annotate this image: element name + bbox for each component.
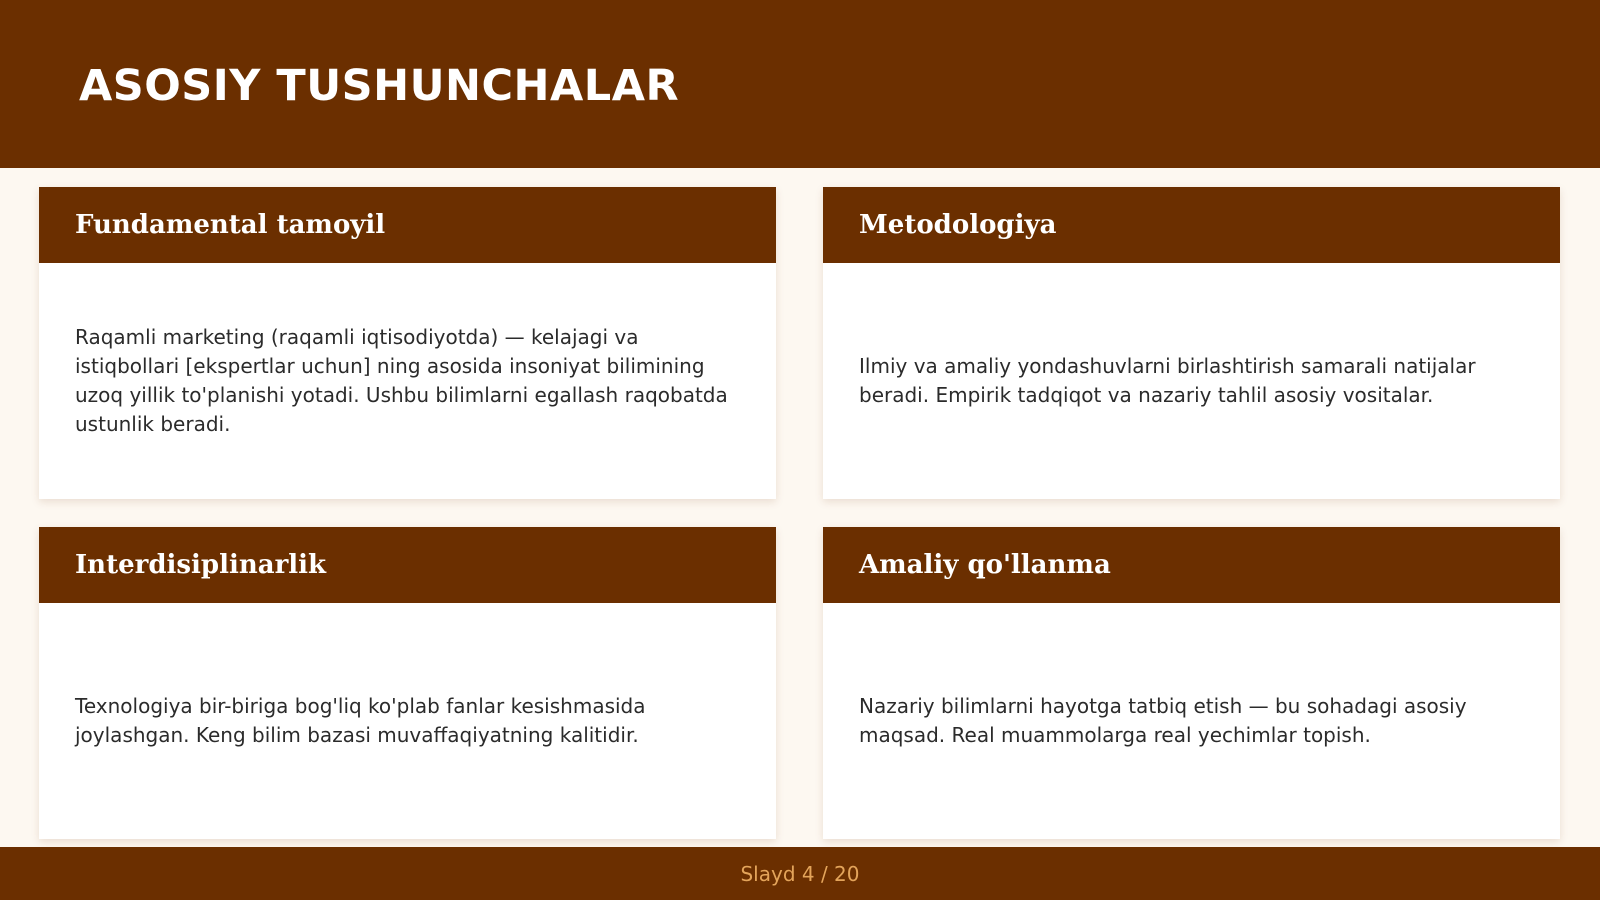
concept-card-practical [823,527,1560,839]
card-body [823,603,1560,839]
card-body [823,263,1560,499]
card-text: Texnologiya bir-biriga bog'liq ko'plab fanlar kesishmasida joylashgan. Keng bilim bazasi muvaffaqiyatning kalitidir. [75,694,646,747]
slide-header [0,0,1600,168]
concept-card-interdisciplinary [39,527,776,839]
card-body [39,263,776,499]
card-text: Nazariy bilimlarni hayotga tatbiq etish — bu sohadagi asosiy maqsad. Real muammolarga real yechimlar topish. [859,694,1467,747]
slide-title: ASOSIY TUSHUNCHALAR [79,61,680,111]
card-header [823,187,1560,263]
card-header [823,527,1560,603]
card-title: Interdisiplinarlik [75,550,327,580]
card-title: Metodologiya [859,210,1057,240]
card-title: Fundamental tamoyil [75,210,386,240]
card-title: Amaliy qo'llanma [859,550,1111,580]
card-header [39,527,776,603]
card-header [39,187,776,263]
card-text: Ilmiy va amaliy yondashuvlarni birlashtirish samarali natijalar beradi. Empirik tadqiqot va nazariy tahlil asosiy vositalar. [859,354,1476,407]
slide-counter: Slayd 4 / 20 [740,861,860,886]
concept-card-methodology [823,187,1560,499]
card-body [39,603,776,839]
concept-card-fundamental [39,187,776,499]
card-text: Raqamli marketing (raqamli iqtisodiyotda) — kelajagi va istiqbollari [ekspertlar uchun] ning asosida insoniyat bilimining uzoq yillik to'planishi yotadi. Ushbu bilimlarni egallash raqobatda ustunlik beradi. [75,325,728,436]
slide-footer [0,847,1600,900]
